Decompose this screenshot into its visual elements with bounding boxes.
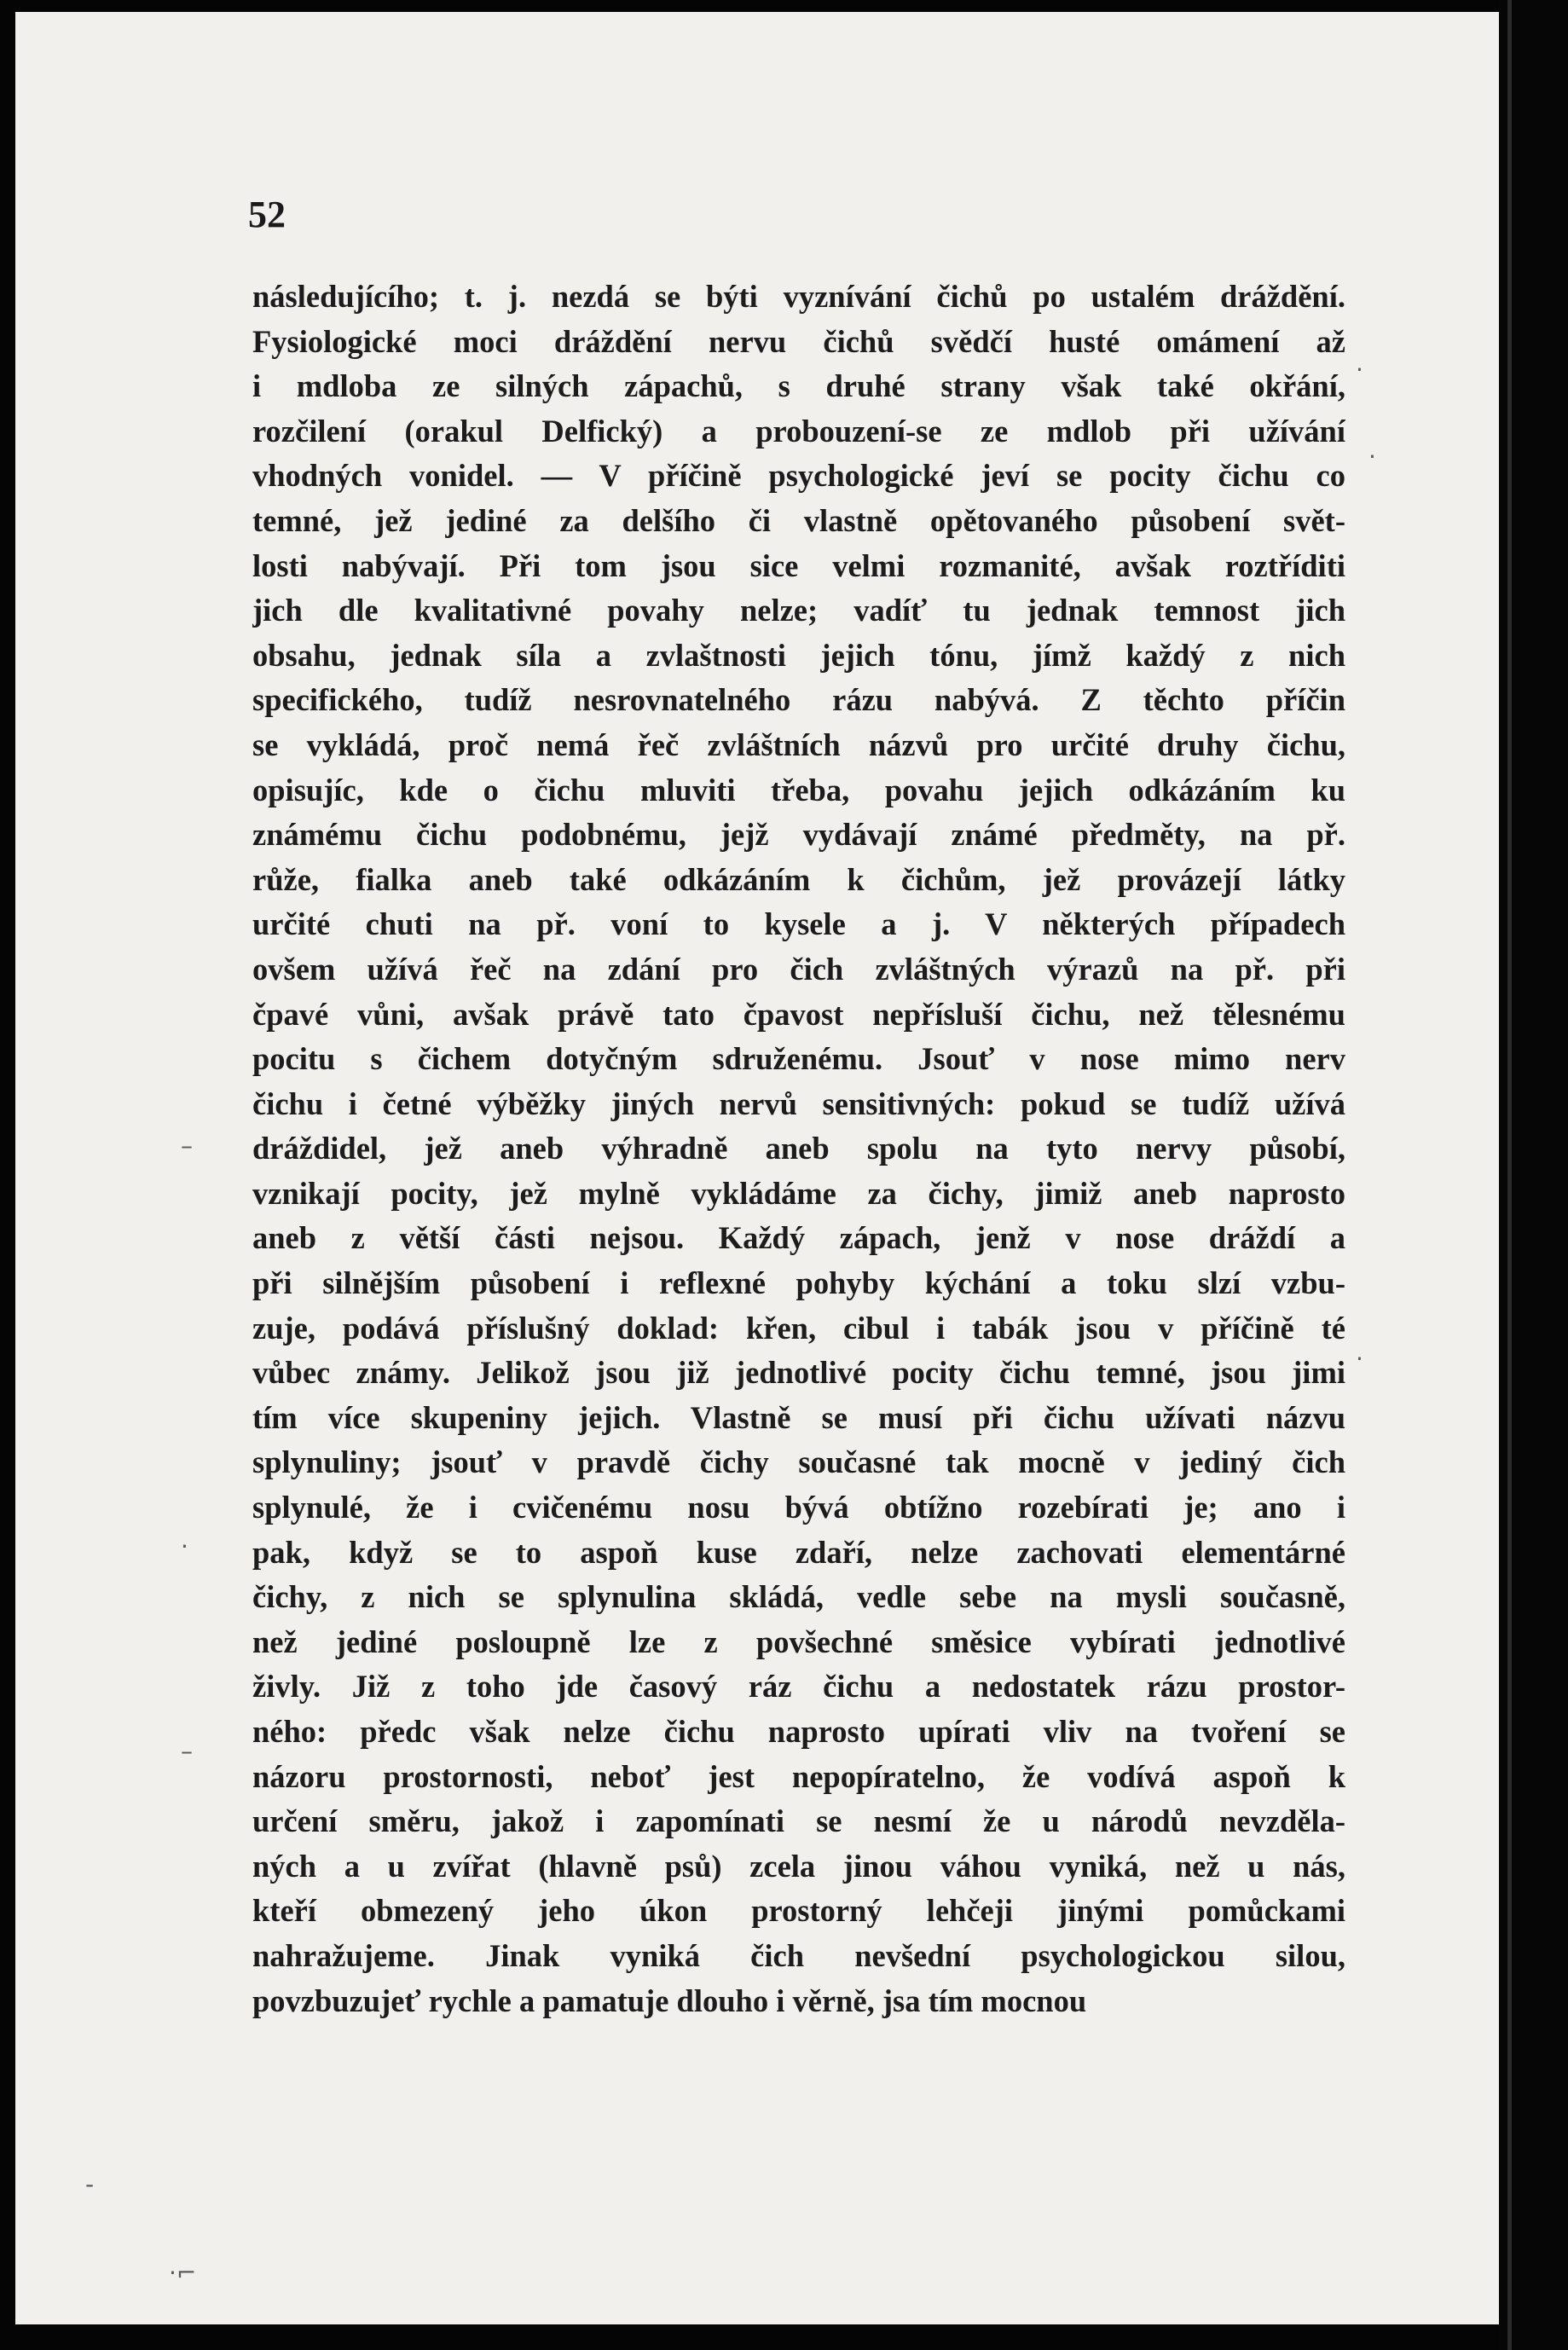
scan-speck: · [1356, 1345, 1363, 1373]
text-line: povzbuzujeť rychle a pamatuje dlouho i věrně, jsa tím mocnou [252, 1982, 1087, 2018]
text-line: opisujíc, kde o čichu mluviti třeba, povahu jejich odkázáním ku [252, 772, 1345, 807]
text-line: dráždidel, jež aneb výhradně aneb spolu na tyto nervy působí, [252, 1131, 1345, 1166]
text-line: vhodných vonidel. — V příčině psychologické jeví se pocity čichu co [252, 458, 1345, 494]
text-line: živly. Již z toho jde časový ráz čichu a nedostatek rázu prostor- [252, 1669, 1345, 1705]
text-line: následujícího; t. j. nezdá se býti vyznívání čichů po ustalém dráždění. [252, 279, 1345, 314]
scan-speck: ·⌐ [169, 2259, 197, 2287]
scan-speck: · [181, 1532, 188, 1560]
text-line: pocitu s čichem dotyčným sdruženému. Jsouť v nose mimo nerv [252, 1041, 1345, 1077]
text-line: zuje, podává příslušný doklad: křen, cibul i tabák jsou v příčině té [252, 1310, 1345, 1346]
text-line: ného: předc však nelze čichu naprosto upírati vliv na tvoření se [252, 1714, 1345, 1749]
body-text [252, 275, 1345, 2023]
text-line: splynulé, že i cvičenému nosu bývá obtížno rozebírati je; ano i [252, 1490, 1345, 1525]
scan-speck: · [1368, 443, 1376, 471]
text-line: temné, jež jediné za delšího či vlastně opětovaného působení svět- [252, 502, 1345, 538]
text-line: splynuliny; jsouť v pravdě čichy současné tak mocně v jediný čich [252, 1444, 1345, 1480]
text-line: rozčilení (orakul Delfický) a probouzení-se ze mdlob při užívání [252, 413, 1345, 449]
scan-speck: – [181, 1737, 193, 1765]
scan-speck: – [181, 1132, 193, 1160]
text-line: čichy, z nich se splynulina skládá, vedle sebe na mysli současně, [252, 1579, 1345, 1615]
text-line: obsahu, jednak síla a zvlaštnosti jejich tónu, jímž každý z nich [252, 637, 1345, 673]
text-line: čichu i četné výběžky jiných nervů sensitivných: pokud se tudíž užívá [252, 1085, 1345, 1121]
text-line: i mdloba ze silných zápachů, s druhé strany však také okřání, [252, 368, 1345, 404]
text-line: jich dle kvalitativné povahy nelze; vadíť tu jednak temnost jich [252, 593, 1345, 628]
text-line: se vykládá, proč nemá řeč zvláštních názvů pro určité druhy čichu, [252, 726, 1345, 762]
gutter-edge [1507, 0, 1512, 2350]
scan-speck: · [1356, 356, 1363, 384]
text-line: tím více skupeniny jejich. Vlastně se musí při čichu užívati názvu [252, 1399, 1345, 1435]
text-line: specifického, tudíž nesrovnatelného rázu nabývá. Z těchto příčin [252, 682, 1345, 718]
text-line: určité chuti na př. voní to kysele a j. V některých případech [252, 906, 1345, 942]
text-line: Fysiologické moci dráždění nervu čichů svědčí husté omámení až [252, 323, 1345, 359]
text-line: ovšem užívá řeč na zdání pro čich zvláštných výrazů na př. při [252, 951, 1345, 987]
text-line: určení směru, jakož i zapomínati se nesmí že u národů nevzděla- [252, 1803, 1345, 1839]
text-line: nahražujeme. Jinak vyniká čich nevšední psychologickou silou, [252, 1937, 1345, 1973]
text-line: při silnějším působení i reflexné pohyby kýchání a toku slzí vzbu- [252, 1265, 1345, 1301]
text-line: čpavé vůni, avšak právě tato čpavost nepřísluší čichu, než tělesnému [252, 996, 1345, 1032]
text-line: růže, fialka aneb také odkázáním k čichům, jež provázejí látky [252, 861, 1345, 897]
text-line: názoru prostornosti, neboť jest nepopíratelno, že vodívá aspoň k [252, 1758, 1345, 1794]
page-number: 52 [248, 194, 286, 235]
text-line: známému čichu podobnému, jejž vydávají známé předměty, na př. [252, 817, 1345, 853]
text-line: pak, když se to aspoň kuse zdaří, nelze zachovati elementárné [252, 1534, 1345, 1570]
text-line: vznikají pocity, jež mylně vykládáme za čichy, jimiž aneb naprosto [252, 1175, 1345, 1211]
text-line: kteří obmezený jeho úkon prostorný lehčeji jinými pomůckami [252, 1893, 1345, 1929]
text-line: vůbec známy. Jelikož jsou již jednotlivé pocity čichu temné, jsou jimi [252, 1355, 1345, 1391]
text-line: aneb z větší části nejsou. Každý zápach, jenž v nose dráždí a [252, 1220, 1345, 1256]
scan-speck: - [85, 2170, 95, 2198]
text-line: ných a u zvířat (hlavně psů) zcela jinou váhou vyniká, než u nás, [252, 1848, 1345, 1884]
text-line: losti nabývají. Při tom jsou sice velmi rozmanité, avšak roztříditi [252, 547, 1345, 583]
text-line: než jediné posloupně lze z povšechné směsice vybírati jednotlivé [252, 1624, 1345, 1659]
